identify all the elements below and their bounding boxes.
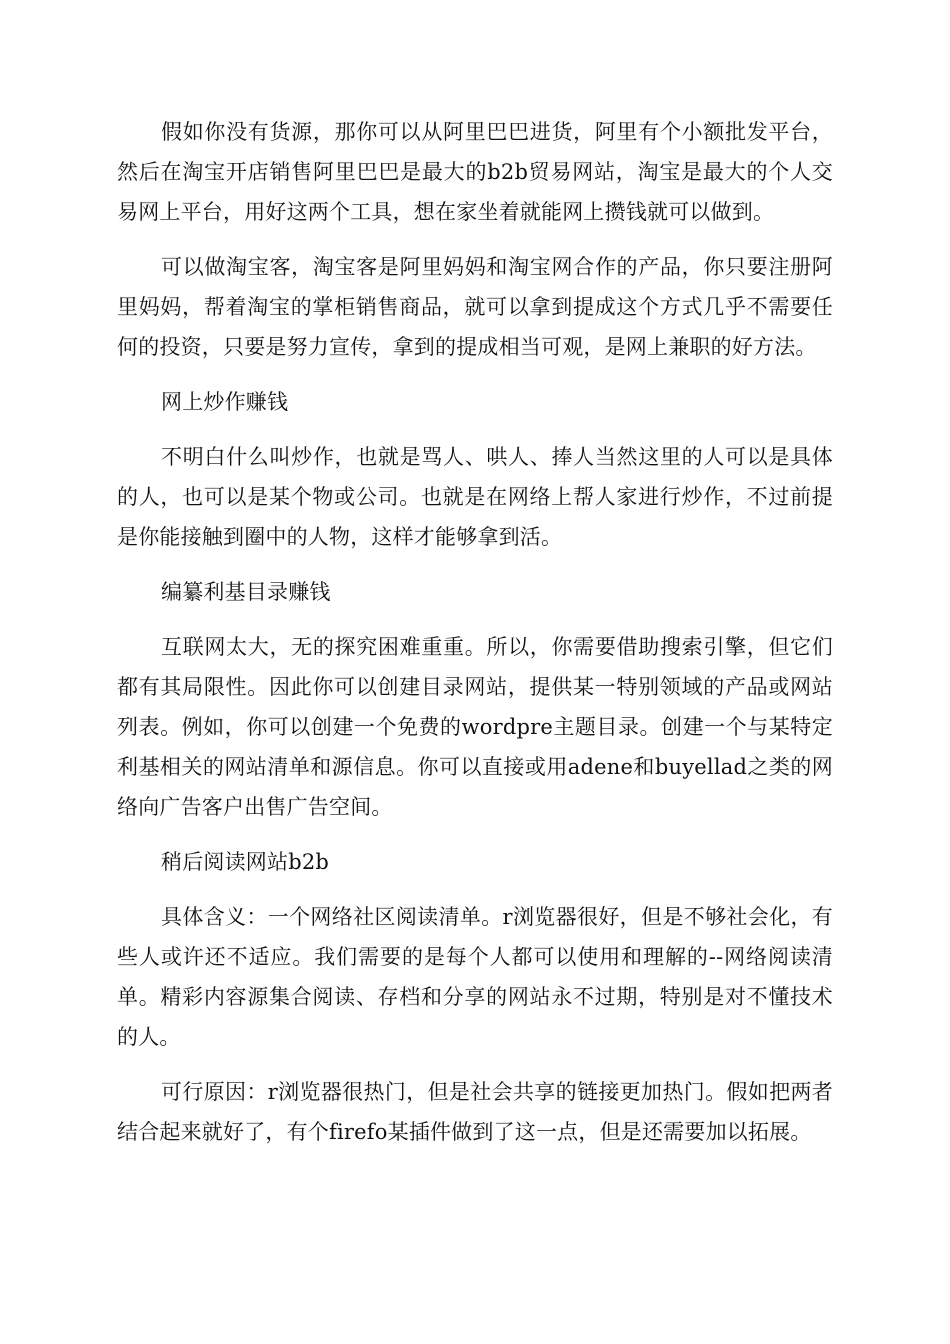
paragraph-taobaoke: 可以做淘宝客，淘宝客是阿里妈妈和淘宝网合作的产品，你只要注册阿里妈妈，帮着淘宝的掌柜销售商品，就可以拿到提成这个方式几乎不需要任何的投资，只要是努力宣传，拿到的提成相当可观，是网上兼职的好方法。 <box>117 255 833 359</box>
section-heading-hype: 网上炒作赚钱 <box>161 390 289 414</box>
paragraph-niche-directory: 互联网太大，无的探究困难重重。所以，你需要借助搜索引擎，但它们都有其局限性。因此你可以创建目录网站，提供某一特别领域的产品或网站列表。例如，你可以创建一个免费的wordpre主题目录。创建一个与某特定利基相关的网站清单和源信息。你可以直接或用adene和buyellad之类的网络向广告客户出售广告空间。 <box>117 635 833 819</box>
document-body <box>117 112 833 1167</box>
paragraph-read-later-meaning: 具体含义：一个网络社区阅读清单。r浏览器很好，但是不够社会化，有些人或许还不适应。我们需要的是每个人都可以使用和理解的--网络阅读清单。精彩内容源集合阅读、存档和分享的网站永不过期，特别是对不懂技术的人。 <box>117 905 833 1049</box>
section-heading-niche-directory: 编纂利基目录赚钱 <box>161 580 331 604</box>
paragraph-hype: 不明白什么叫炒作，也就是骂人、哄人、捧人当然这里的人可以是具体的人，也可以是某个物或公司。也就是在网络上帮人家进行炒作，不过前提是你能接触到圈中的人物，这样才能够拿到活。 <box>117 445 833 549</box>
paragraph-supply-source: 假如你没有货源，那你可以从阿里巴巴进货，阿里有个小额批发平台，然后在淘宝开店销售阿里巴巴是最大的b2b贸易网站，淘宝是最大的个人交易网上平台，用好这两个工具，想在家坐着就能网上攒钱就可以做到。 <box>117 120 833 224</box>
paragraph-read-later-reason: 可行原因：r浏览器很热门，但是社会共享的链接更加热门。假如把两者结合起来就好了，有个firefo某插件做到了这一点，但是还需要加以拓展。 <box>117 1080 833 1144</box>
section-heading-read-later: 稍后阅读网站b2b <box>161 850 330 874</box>
